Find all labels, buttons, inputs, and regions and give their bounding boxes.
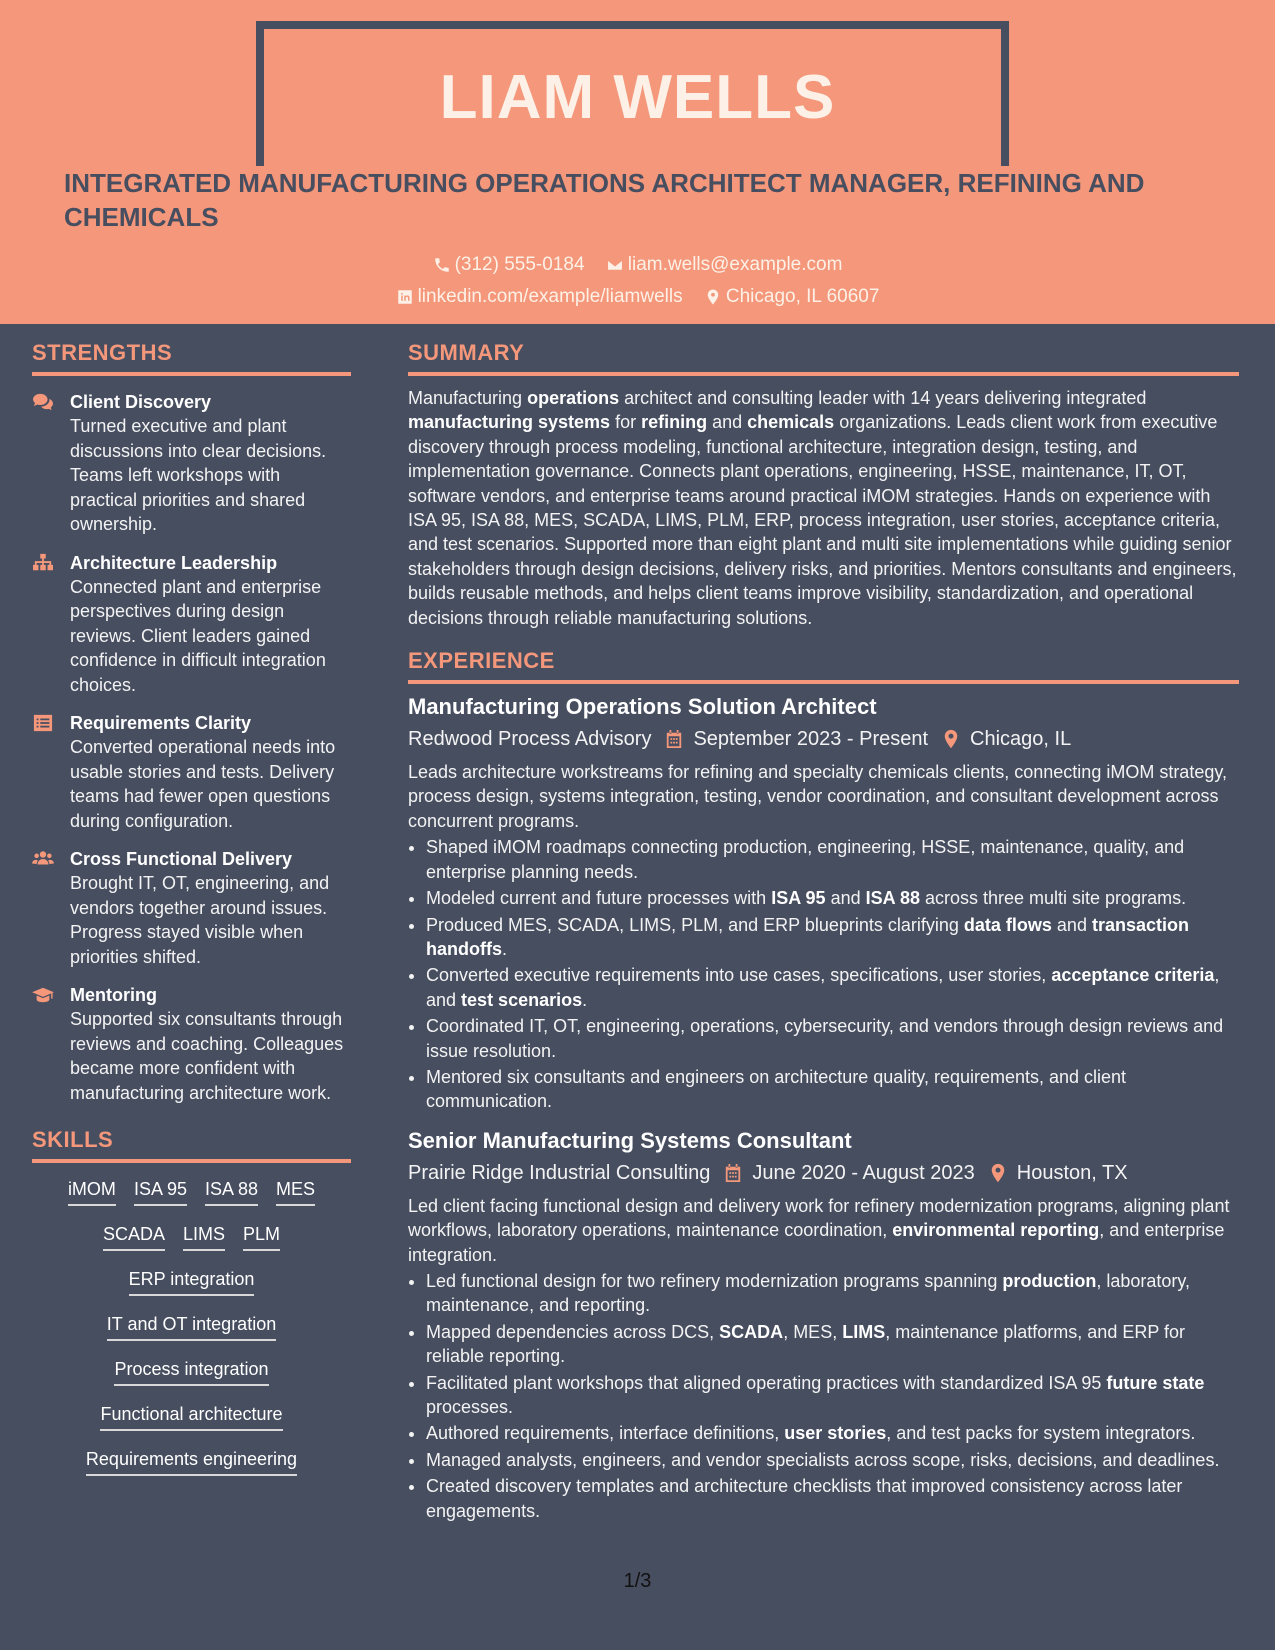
strength-item	[32, 390, 351, 537]
phone-text: (312) 555-0184	[454, 254, 585, 275]
skill-tag: MES	[276, 1177, 315, 1206]
bullet-item: • Produced MES, SCADA, LIMS, PLM, and ERP blueprints clarifying data flows and transaction handoffs.	[426, 913, 1239, 962]
skills-row	[32, 1312, 351, 1341]
skill-tag: Requirements engineering	[86, 1447, 297, 1476]
comments-icon	[32, 392, 54, 412]
headline: INTEGRATED MANUFACTURING OPERATIONS ARCHITECT MANAGER, REFINING AND CHEMICALS	[64, 168, 1145, 232]
bullet-item: • Coordinated IT, OT, engineering, operations, cybersecurity, and vendors through design reviews and issue resolution.	[426, 1014, 1239, 1063]
job-location: Houston, TX	[1016, 1161, 1128, 1184]
phone-contact[interactable]	[433, 254, 585, 276]
strength-desc: Supported six consultants through reviews and coaching. Colleagues became more confident with manufacturing architecture work.	[70, 1009, 344, 1103]
company-name: Redwood Process Advisory	[408, 728, 652, 751]
candidate-name: LIAM WELLS	[439, 63, 836, 132]
skill-tag: iMOM	[68, 1177, 116, 1206]
skills-row	[32, 1267, 351, 1296]
strength-item	[32, 711, 351, 833]
skills-row	[32, 1447, 351, 1476]
page-number: 1/3	[623, 1570, 652, 1592]
linkedin-icon	[396, 288, 414, 306]
summary-text: Manufacturing operations architect and consulting leader with 14 years delivering integrated manufacturing systems for refining and chemicals organizations. Leads client work from executive discovery through process modeling, functional architecture, integration design, testing, and implementation governance. Connects plant operations, engineering, HSSE, maintenance, IT, OT, software vendors, and enterprise teams around practical iMOM strategies. Hands on experience with ISA 95, ISA 88, MES, SCADA, LIMS, PLM, ERP, process integration, user stories, acceptance criteria, and test scenarios. Supported more than eight plant and multi site implementations while guiding senior stakeholders through design decisions, delivery risks, and priorities. Mentors consultants and engineers, builds reusable methods, and helps client teams improve visibility, standardization, and operational decisions through reliable manufacturing solutions.	[408, 388, 1237, 628]
job-title: Senior Manufacturing Systems Consultant	[408, 1127, 852, 1153]
job-entry	[408, 1126, 1239, 1523]
calendar-icon	[724, 1163, 742, 1183]
strength-item	[32, 847, 351, 969]
contact-row-1	[0, 254, 1275, 280]
skill-tag: ISA 95	[134, 1177, 187, 1206]
job-description: Led client facing functional design and delivery work for refinery modernization programs, aligning plant workflows, laboratory operations, maintenance coordination, environmental reporting, and enterprise integration.	[408, 1195, 1230, 1265]
email-text: liam.wells@example.com	[627, 254, 843, 275]
bullet-item: • Authored requirements, interface definitions, user stories, and test packs for system integrators.	[426, 1421, 1239, 1445]
email-contact[interactable]	[606, 254, 843, 276]
skill-tag: Functional architecture	[100, 1402, 282, 1431]
skill-tag: IT and OT integration	[107, 1312, 276, 1341]
job-title: Manufacturing Operations Solution Architect	[408, 694, 877, 720]
bullet-item: • Shaped iMOM roadmaps connecting production, engineering, HSSE, maintenance, quality, and enterprise planning needs.	[426, 835, 1239, 884]
graduation-cap-icon	[32, 985, 54, 1005]
right-column	[408, 340, 1239, 1525]
strength-title: Client Discovery	[70, 392, 212, 412]
header-banner	[0, 0, 1275, 324]
linkedin-text: linkedin.com/example/liamwells	[417, 286, 683, 307]
bullet-item: • Converted executive requirements into use cases, specifications, user stories, acceptance criteria, and test scenarios.	[426, 963, 1239, 1012]
strengths-heading: STRENGTHS	[32, 340, 351, 376]
location-contact	[704, 286, 880, 308]
strength-title: Cross Functional Delivery	[70, 849, 293, 869]
bullet-item: • Managed analysts, engineers, and vendor specialists across scope, risks, decisions, and deadlines.	[426, 1448, 1239, 1472]
skill-tag: ERP integration	[129, 1267, 255, 1296]
bullet-item: • Mentored six consultants and engineers on architecture quality, requirements, and client communication.	[426, 1065, 1239, 1114]
map-pin-icon	[942, 729, 960, 749]
strength-desc: Turned executive and plant discussions into clear decisions. Teams left workshops with practical priorities and shared ownership.	[70, 416, 327, 534]
strength-desc: Converted operational needs into usable stories and tests. Delivery teams had fewer open questions during configuration.	[70, 737, 336, 831]
skills-list	[32, 1177, 351, 1476]
skills-heading: SKILLS	[32, 1127, 351, 1163]
strength-title: Architecture Leadership	[70, 552, 278, 573]
contact-row-2	[0, 286, 1275, 312]
job-location: Chicago, IL	[970, 728, 1072, 751]
bullet-item: • Mapped dependencies across DCS, SCADA, MES, LIMS, maintenance platforms, and ERP for reliable reporting.	[426, 1320, 1239, 1369]
skill-tag: SCADA	[103, 1222, 165, 1251]
envelope-icon	[606, 256, 624, 274]
job-bullets	[408, 835, 1239, 1113]
skills-row	[32, 1177, 351, 1206]
job-dates: June 2020 - August 2023	[752, 1161, 975, 1184]
summary-heading: SUMMARY	[408, 340, 1239, 376]
map-pin-icon	[989, 1163, 1007, 1183]
job-meta	[408, 726, 1239, 752]
skill-tag: LIMS	[183, 1222, 225, 1251]
skill-tag: Process integration	[114, 1357, 268, 1386]
bullet-item: • Modeled current and future processes with ISA 95 and ISA 88 across three multi site programs.	[426, 886, 1239, 910]
skill-tag: ISA 88	[205, 1177, 258, 1206]
job-meta	[408, 1160, 1239, 1186]
skills-row	[32, 1402, 351, 1431]
list-icon	[32, 713, 54, 733]
map-pin-icon	[704, 288, 722, 306]
job-entry	[408, 692, 1239, 1114]
skills-row	[32, 1222, 351, 1251]
bullet-item: • Created discovery templates and architecture checklists that improved consistency across later engagements.	[426, 1474, 1239, 1523]
strength-title: Mentoring	[70, 985, 157, 1005]
experience-heading: EXPERIENCE	[408, 648, 1239, 684]
bullet-item: • Led functional design for two refinery modernization programs spanning production, laboratory, maintenance, and reporting.	[426, 1269, 1239, 1318]
job-dates: September 2023 - Present	[693, 728, 929, 751]
strength-desc: Connected plant and enterprise perspectives during design reviews. Client leaders gained confidence in difficult integration choices.	[70, 576, 326, 695]
skill-tag: PLM	[243, 1222, 280, 1251]
left-column	[32, 340, 351, 1492]
strength-title: Requirements Clarity	[70, 713, 252, 733]
phone-icon	[433, 256, 451, 274]
sitemap-icon	[32, 553, 54, 573]
strength-item	[32, 983, 351, 1105]
bullet-item: • Facilitated plant workshops that aligned operating practices with standardized ISA 95 future state processes.	[426, 1371, 1239, 1420]
job-bullets	[408, 1269, 1239, 1523]
strength-desc: Brought IT, OT, engineering, and vendors together around issues. Progress stayed visible when priorities shifted.	[70, 873, 330, 967]
company-name: Prairie Ridge Industrial Consulting	[408, 1161, 711, 1184]
strength-item	[32, 551, 351, 698]
skills-row	[32, 1357, 351, 1386]
linkedin-contact[interactable]	[396, 286, 683, 308]
users-icon	[32, 849, 54, 869]
calendar-icon	[665, 729, 683, 749]
location-text: Chicago, IL 60607	[725, 286, 880, 307]
job-description: Leads architecture workstreams for refining and specialty chemicals clients, connecting iMOM strategy, process design, systems integration, testing, vendor coordination, and consultant development across concurrent programs.	[408, 762, 1228, 831]
